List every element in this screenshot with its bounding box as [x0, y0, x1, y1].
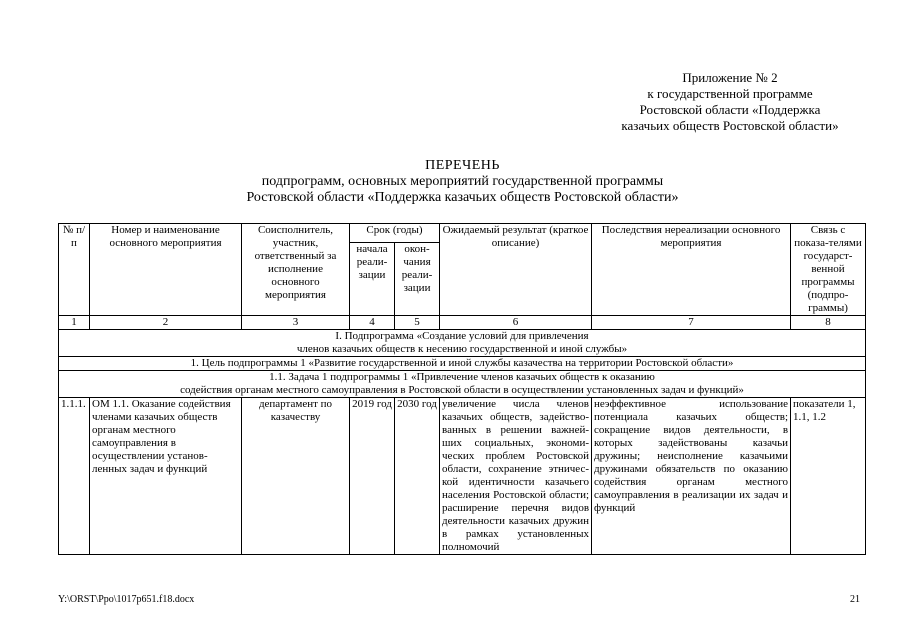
- header-period: Срок (годы): [350, 224, 440, 243]
- row-name: ОМ 1.1. Оказание содействия членами казачьих обществ органам местного самоуправления в осуществлении установ-ленных задач и функций: [90, 398, 242, 555]
- appendix-block: [560, 70, 900, 134]
- section-subprogram: [59, 330, 866, 357]
- header-link: Связь с показа-телями государст-венной программы (подпро-граммы): [791, 224, 866, 316]
- header-name: Номер и наименование основного мероприятия: [90, 224, 242, 316]
- header-row: [59, 224, 866, 243]
- row-link: показатели 1, 1.1, 1.2: [791, 398, 866, 555]
- column-number-row: [59, 316, 866, 330]
- document-heading: [60, 158, 865, 206]
- measures-table: [58, 223, 866, 555]
- section-task-line-1: 1.1. Задача 1 подпрограммы 1 «Привлечение членов казачьих обществ к оказанию: [269, 371, 655, 383]
- header-end: окон-чания реали-зации: [395, 243, 440, 316]
- footer-page-number: 21: [850, 594, 860, 605]
- row-start: 2019 год: [350, 398, 395, 555]
- appendix-line-4: казачьих обществ Ростовской области»: [621, 118, 839, 133]
- header-result: Ожидаемый результат (краткое описание): [440, 224, 592, 316]
- header-consequences: Последствия нереализации основного мероприятия: [592, 224, 791, 316]
- column-number: 4: [350, 316, 395, 330]
- column-number: 7: [592, 316, 791, 330]
- section-subprogram-line-2: членов казачьих обществ к несению государственной и иной службы»: [296, 343, 628, 355]
- section-task-line-2: содействия органам местного самоуправления в Ростовской области в осуществлении установленных задач и функций»: [180, 384, 744, 396]
- row-end: 2030 год: [395, 398, 440, 555]
- column-number: 8: [791, 316, 866, 330]
- section-subprogram-row: [59, 330, 866, 357]
- section-subprogram-line-1: I. Подпрограмма «Создание условий для привлечения: [335, 330, 589, 342]
- column-number: 1: [59, 316, 90, 330]
- section-task-row: [59, 371, 866, 398]
- appendix-line-3: Ростовской области «Поддержка: [639, 102, 821, 117]
- heading-line-2: подпрограмм, основных мероприятий государственной программы: [261, 174, 664, 189]
- section-task: [59, 371, 866, 398]
- header-start: начала реали-зации: [350, 243, 395, 316]
- row-consequences: неэффективное использование потенциала казачьих обществ; сокращение видов деятельности, в которых задействованы казачьи дружины; неисполнение казачьими дружинами обязательств по оказанию содействия органам местного самоуправления в реализации их задач и функций: [592, 398, 791, 555]
- appendix-line-1: Приложение № 2: [682, 70, 778, 85]
- row-executor: департамент по казачеству: [242, 398, 350, 555]
- row-result: увеличение числа членов казачьих обществ, задейство-ванных в решении важней-ших социальных, экономи-ческих проблем Ростовской области, сохранение этничес-кой идентичности казачьего населения Ростовской области; расширение перечня видов деятельности казачьих дружин в рамках установленных полномочий: [440, 398, 592, 555]
- column-number: 5: [395, 316, 440, 330]
- column-number: 3: [242, 316, 350, 330]
- column-number: 2: [90, 316, 242, 330]
- section-goal: 1. Цель подпрограммы 1 «Развитие государственной и иной службы казачества на территории Ростовской области»: [59, 357, 866, 371]
- column-number: 6: [440, 316, 592, 330]
- section-goal-row: [59, 357, 866, 371]
- heading-line-3: Ростовской области «Поддержка казачьих обществ Ростовской области»: [246, 190, 679, 205]
- footer-file-path: Y:\ORST\Ppo\1017p651.f18.docx: [58, 594, 195, 605]
- appendix-line-2: к государственной программе: [647, 86, 813, 101]
- heading-title: ПЕРЕЧЕНЬ: [425, 158, 500, 173]
- row-num: 1.1.1.: [59, 398, 90, 555]
- table-row: [59, 398, 866, 555]
- header-num: № п/п: [59, 224, 90, 316]
- header-executor: Соисполнитель, участник, ответственный за исполнение основного мероприятия: [242, 224, 350, 316]
